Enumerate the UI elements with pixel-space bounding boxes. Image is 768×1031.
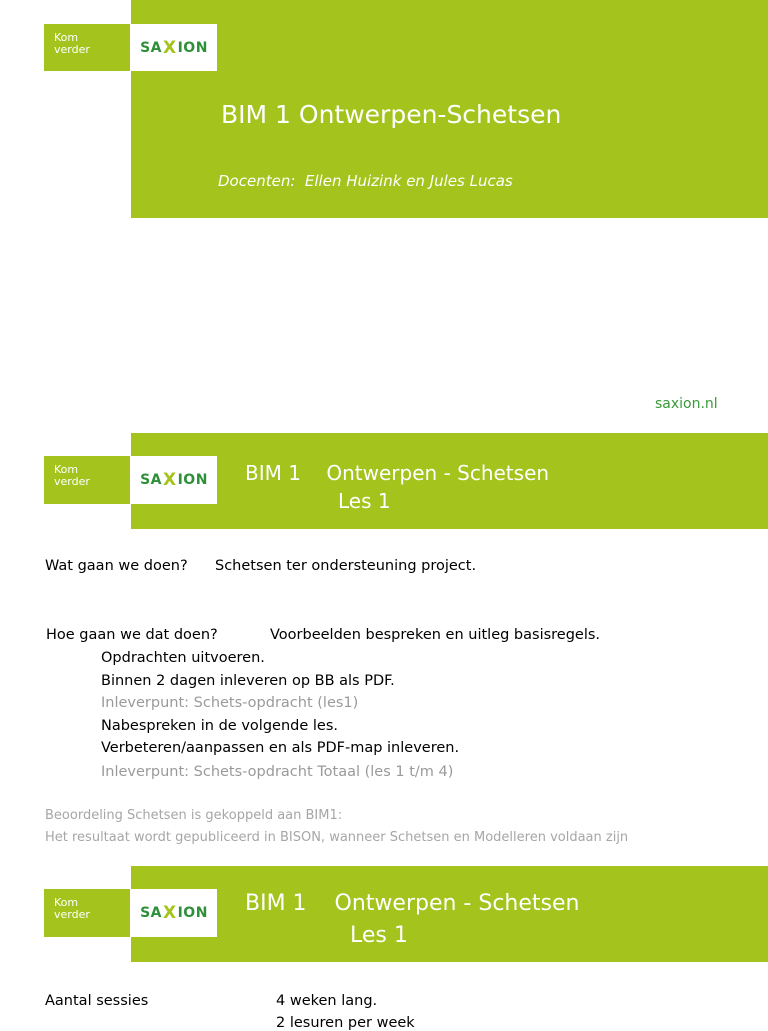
logo-text-pre: SA — [140, 905, 162, 921]
logo-x-mark: X — [162, 470, 177, 490]
tagline-line1: Kom — [54, 31, 79, 44]
step-item: Binnen 2 dagen inleveren op BB als PDF. — [101, 673, 395, 689]
sessions-value: 4 weken lang. — [276, 993, 378, 1009]
tagline-box — [44, 456, 130, 504]
tagline-line2: verder — [54, 908, 90, 921]
q2-answer: Voorbeelden bespreken en uitleg basisregels. — [270, 627, 601, 643]
assessment-note: Het resultaat wordt gepubliceerd in BISON, wanneer Schetsen en Modelleren voldaan zijn — [45, 830, 629, 845]
saxion-logo — [131, 456, 217, 504]
slide1-title: BIM 1 Ontwerpen-Schetsen — [221, 100, 562, 129]
saxion-logo — [131, 24, 217, 71]
step-item: Opdrachten uitvoeren. — [101, 650, 265, 666]
logo-text-pre: SA — [140, 472, 162, 488]
slide2-title-line2: Les 1 — [338, 489, 391, 513]
tagline-line2: verder — [54, 43, 90, 56]
saxion-logo — [131, 889, 217, 937]
tagline-box — [44, 24, 130, 71]
step-item: Nabespreken in de volgende les. — [101, 718, 338, 734]
step-item-submit-point: Inleverpunt: Schets-opdracht (les1) — [101, 695, 359, 711]
step-item-submit-point: Inleverpunt: Schets-opdracht Totaal (les 1 t/m 4) — [101, 764, 454, 780]
logo-text-post: ION — [177, 905, 208, 921]
website-link[interactable]: saxion.nl — [655, 396, 718, 412]
step-item: Verbeteren/aanpassen en als PDF-map inleveren. — [101, 740, 460, 756]
logo-text-pre: SA — [140, 39, 162, 56]
tagline-line2: verder — [54, 475, 90, 488]
logo-text-post: ION — [177, 39, 208, 56]
hours-value: 2 lesuren per week — [276, 1015, 415, 1031]
assessment-note: Beoordeling Schetsen is gekoppeld aan BIM1: — [45, 808, 343, 823]
tagline-box — [44, 889, 130, 937]
slide1-subtitle: Docenten: Ellen Huizink en Jules Lucas — [218, 172, 513, 190]
tagline-line1: Kom — [54, 463, 79, 476]
slide3-title-line1: BIM 1 Ontwerpen - Schetsen — [245, 891, 580, 916]
logo-x-mark: X — [162, 903, 177, 923]
q1-label: Wat gaan we doen? — [45, 558, 188, 574]
q2-label: Hoe gaan we dat doen? — [46, 627, 218, 643]
tagline-line1: Kom — [54, 896, 79, 909]
sessions-label: Aantal sessies — [45, 993, 149, 1009]
slide2-title-line1: BIM 1 Ontwerpen - Schetsen — [245, 461, 550, 485]
q1-answer: Schetsen ter ondersteuning project. — [215, 558, 477, 574]
slide3-title-line2: Les 1 — [350, 923, 408, 948]
logo-text-post: ION — [177, 472, 208, 488]
logo-x-mark: X — [162, 37, 177, 58]
